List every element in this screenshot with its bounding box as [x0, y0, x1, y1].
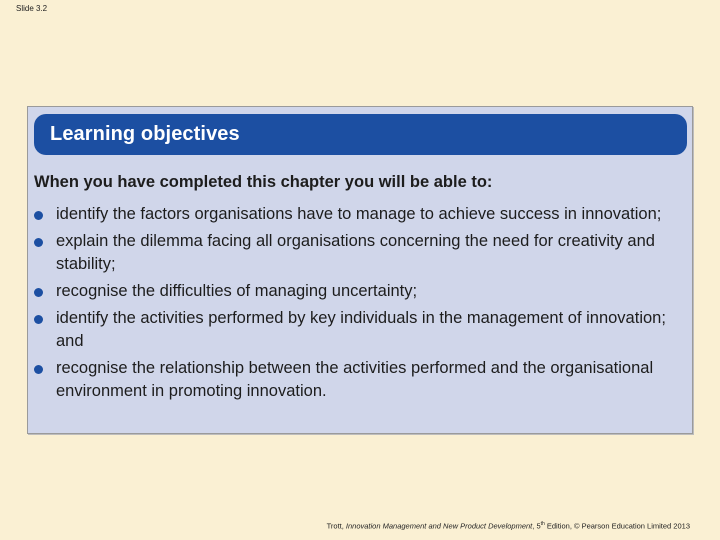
- title-banner: [34, 114, 687, 155]
- objective-text: recognise the difficulties of managing uncertainty;: [56, 282, 418, 300]
- objectives-list: [34, 203, 674, 407]
- list-item: [34, 230, 674, 276]
- list-item: [34, 307, 674, 353]
- bullet-icon: [34, 315, 43, 324]
- list-item: [34, 280, 674, 303]
- list-item: [34, 203, 674, 226]
- bullet-icon: [34, 238, 43, 247]
- footer-citation: [327, 521, 690, 531]
- footer-edition-number: , 5: [532, 521, 541, 531]
- objective-text: identify the activities performed by key individuals in the management of innovation; and: [56, 309, 666, 350]
- learning-objectives-panel: [27, 106, 693, 434]
- list-item: [34, 357, 674, 403]
- slide-number: Slide 3.2: [16, 4, 48, 13]
- objective-text: identify the factors organisations have to manage to achieve success in innovation;: [56, 205, 662, 223]
- footer-author: Trott,: [326, 521, 346, 531]
- bullet-icon: [34, 211, 43, 220]
- intro-text: When you have completed this chapter you will be able to:: [34, 173, 493, 191]
- footer-edition-suffix: th: [540, 521, 545, 527]
- bullet-icon: [34, 288, 43, 297]
- bullet-icon: [34, 365, 43, 374]
- panel-title: Learning objectives: [50, 123, 240, 145]
- objective-text: explain the dilemma facing all organisations concerning the need for creativity and stability;: [56, 232, 655, 273]
- objective-text: recognise the relationship between the activities performed and the organisational environment in promoting innovation.: [56, 359, 654, 400]
- footer-publisher: Edition, © Pearson Education Limited 2013: [544, 521, 690, 531]
- footer-book-title: Innovation Management and New Product Development: [345, 521, 533, 531]
